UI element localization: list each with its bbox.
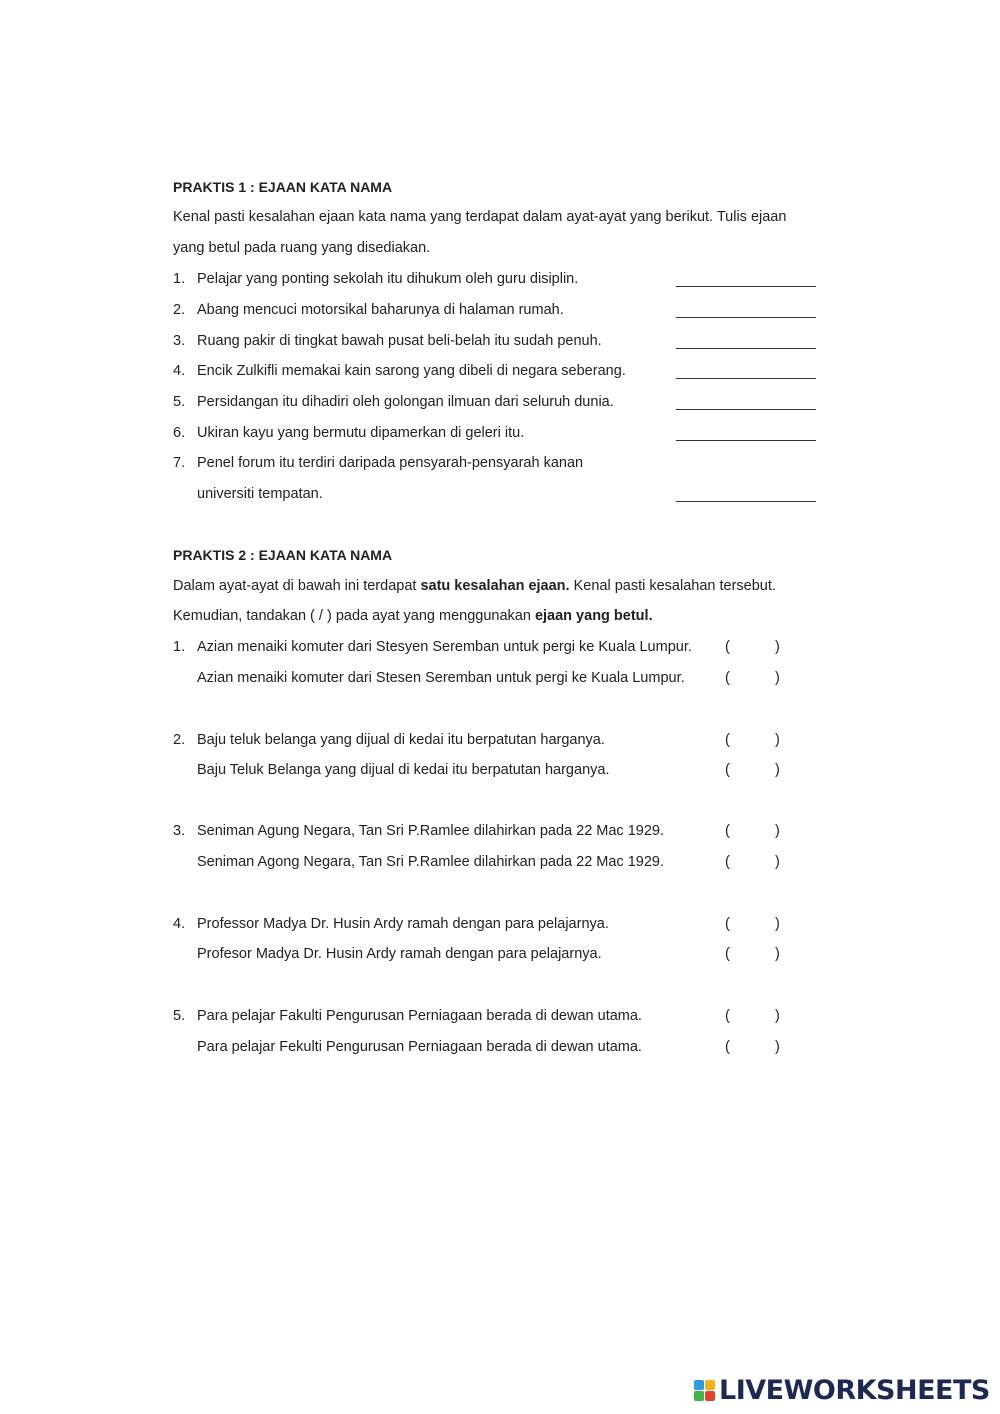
item-number: 1. — [173, 639, 186, 655]
answer-blank[interactable] — [676, 409, 816, 410]
question-text-continued: universiti tempatan. — [197, 486, 323, 502]
question-text: Encik Zulkifli memakai kain sarong yang dibeli di negara seberang. — [197, 363, 626, 379]
option-a-text: Seniman Agung Negara, Tan Sri P.Ramlee dilahirkan pada 22 Mac 1929. — [197, 823, 664, 839]
question-text: Ruang pakir di tingkat bawah pusat beli-belah itu sudah penuh. — [197, 333, 602, 349]
praktis1-title: PRAKTIS 1 : EJAAN KATA NAMA — [173, 179, 393, 195]
option-b-text: Azian menaiki komuter dari Stesen Seremban untuk pergi ke Kuala Lumpur. — [197, 670, 685, 686]
question-text: Pelajar yang ponting sekolah itu dihukum oleh guru disiplin. — [197, 271, 579, 287]
question-text: Abang mencuci motorsikal baharunya di halaman rumah. — [197, 302, 564, 318]
answer-blank[interactable] — [676, 348, 816, 349]
item-number: 4. — [173, 916, 186, 932]
praktis1-instruction-line2: yang betul pada ruang yang disediakan. — [173, 240, 431, 256]
question-text: Ukiran kayu yang bermutu dipamerkan di geleri itu. — [197, 425, 525, 441]
item-number: 5. — [173, 1008, 186, 1024]
item-number: 4. — [173, 363, 186, 379]
question-text: Persidangan itu dihadiri oleh golongan ilmuan dari seluruh dunia. — [197, 394, 614, 410]
item-number: 6. — [173, 425, 186, 441]
item-number: 2. — [173, 302, 186, 318]
item-number: 3. — [173, 823, 186, 839]
praktis2-instruction-line2: Kemudian, tandakan ( / ) pada ayat yang menggunakan ejaan yang betul. — [173, 608, 653, 624]
option-a-text: Para pelajar Fakulti Pengurusan Perniagaan berada di dewan utama. — [197, 1008, 642, 1024]
answer-blank[interactable] — [676, 501, 816, 502]
option-a-text: Baju teluk belanga yang dijual di kedai itu berpatutan harganya. — [197, 732, 605, 748]
item-number: 1. — [173, 271, 186, 287]
item-number: 5. — [173, 394, 186, 410]
answer-blank[interactable] — [676, 440, 816, 441]
logo-text: LIVEWORKSHEETS — [719, 1374, 990, 1406]
item-number: 2. — [173, 732, 186, 748]
item-number: 3. — [173, 333, 186, 349]
worksheet-page: PRAKTIS 1 : EJAAN KATA NAMA Kenal pasti kesalahan ejaan kata nama yang terdapat dalam ayat-ayat yang berikut. Tulis ejaan yang betul pada ruang yang disediakan. 1. Pelajar yang ponting sekolah itu dihukum oleh guru disiplin. 2. Abang mencuci motorsikal baharunya di halaman rumah. 3. Ruang pakir di tingkat bawah pusat beli-belah itu sudah penuh. 4. Encik Zulkifli memakai kain sarong yang dibeli di negara seberang. 5. Persidangan itu dihadiri oleh golongan ilmuan dari seluruh dunia. 6. Ukiran kayu yang bermutu dipamerkan di geleri itu. 7. Penel forum itu terdiri daripada pensyarah-pensyarah kanan universiti tempatan. PRAKTIS 2 : EJAAN KATA NAMA Dalam ayat-ayat di bawah ini terdapat satu kesalahan ejaan. Kenal pasti kesalahan tersebut. Kemudian, tandakan ( / ) pada ayat yang menggunakan ejaan yang betul. 1. Azian menaiki komuter dari Stesyen Seremban untuk pergi ke Kuala Lumpur. ( ) Azian menaiki komuter dari Stesen Seremban untuk pergi ke Kuala Lumpur. ( ) 2. Baju teluk belanga yang dijual di kedai itu berpatutan harganya. ( ) Baju Teluk Belanga yang dijual di kedai itu berpatutan harganya. ( ) 3. Seniman Agung Negara, Tan Sri P.Ramlee dilahirkan pada 22 Mac 1929. ( ) Seniman Agong Negara, Tan Sri P.Ramlee dilahirkan pada 22 Mac 1929. ( ) 4. Professor Madya Dr. Husin Ardy ramah dengan para pelajarnya. ( ) Profesor Madya Dr. Husin Ardy ramah dengan para pelajarnya. ( ) 5. Para pelajar Fakulti Pengurusan Perniagaan berada di dewan utama. ( ) Para pelajar Fekulti Pengurusan Perniagaan berada di dewan utama. ( ) LIVEWORKSHEETS — [0, 0, 1000, 1414]
answer-blank[interactable] — [676, 378, 816, 379]
option-b-text: Profesor Madya Dr. Husin Ardy ramah dengan para pelajarnya. — [197, 946, 602, 962]
option-b-text: Seniman Agong Negara, Tan Sri P.Ramlee dilahirkan pada 22 Mac 1929. — [197, 854, 664, 870]
logo-square — [705, 1391, 715, 1401]
liveworksheets-logo[interactable] — [694, 1372, 990, 1408]
praktis1-instruction-line1: Kenal pasti kesalahan ejaan kata nama yang terdapat dalam ayat-ayat yang berikut. Tulis ejaan — [173, 209, 787, 225]
answer-blank[interactable] — [676, 286, 816, 287]
option-b-text: Baju Teluk Belanga yang dijual di kedai itu berpatutan harganya. — [197, 762, 610, 778]
answer-blank[interactable] — [676, 317, 816, 318]
option-a-text: Professor Madya Dr. Husin Ardy ramah dengan para pelajarnya. — [197, 916, 609, 932]
option-a-text: Azian menaiki komuter dari Stesyen Seremban untuk pergi ke Kuala Lumpur. — [197, 639, 692, 655]
question-text: Penel forum itu terdiri daripada pensyarah-pensyarah kanan — [197, 455, 584, 471]
logo-square — [694, 1391, 704, 1401]
praktis2-instruction-line1: Dalam ayat-ayat di bawah ini terdapat satu kesalahan ejaan. Kenal pasti kesalahan tersebut. — [173, 578, 776, 594]
item-number: 7. — [173, 455, 186, 471]
option-b-text: Para pelajar Fekulti Pengurusan Perniagaan berada di dewan utama. — [197, 1039, 642, 1055]
logo-square — [694, 1380, 704, 1390]
logo-mark-icon — [694, 1380, 715, 1401]
logo-square — [705, 1380, 715, 1390]
praktis2-title: PRAKTIS 2 : EJAAN KATA NAMA — [173, 547, 393, 563]
